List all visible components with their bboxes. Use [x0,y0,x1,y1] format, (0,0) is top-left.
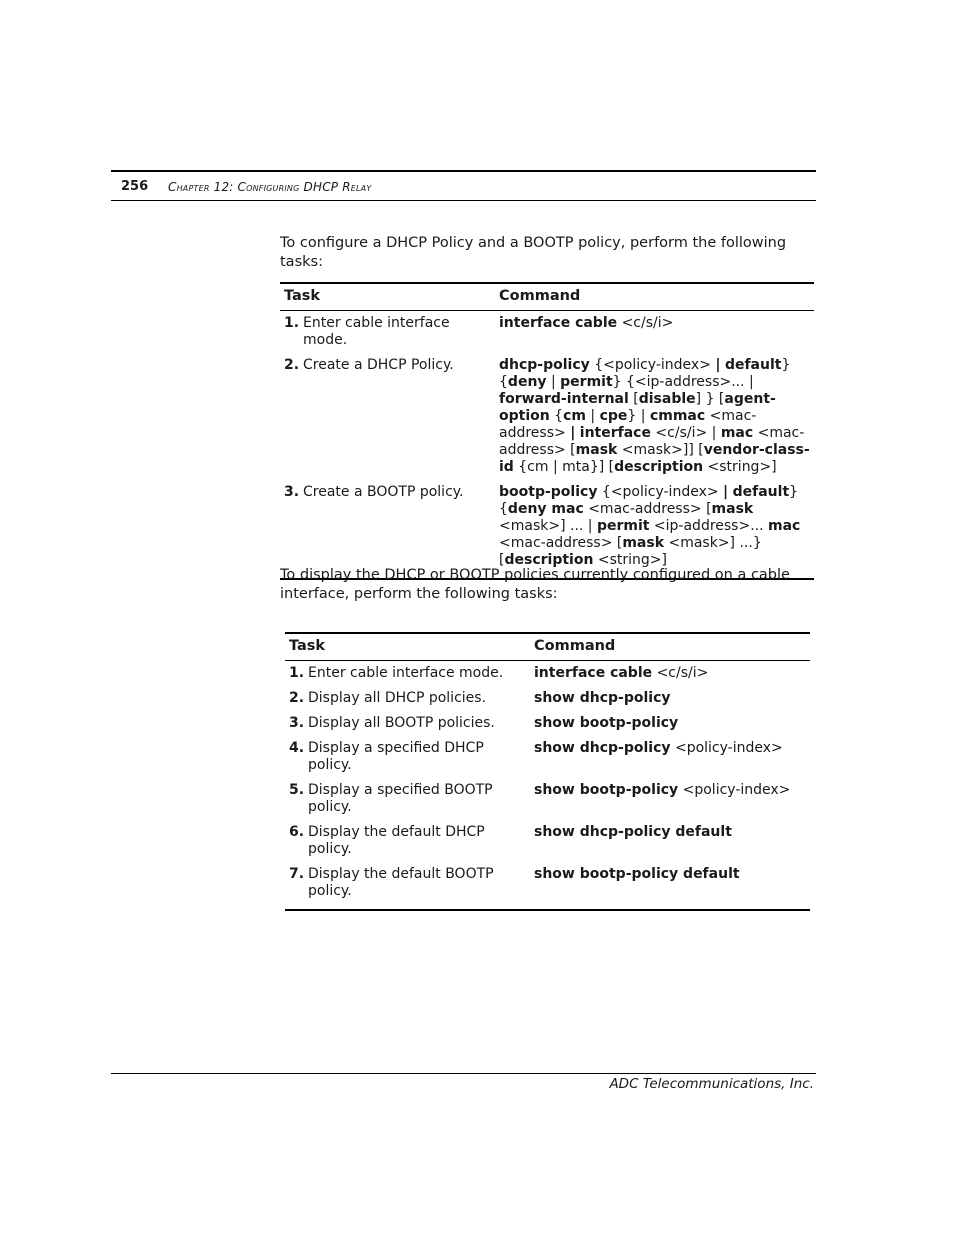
command-keyword: | [715,357,721,373]
task-number: 6. [289,824,305,840]
command-argument: } { [499,357,791,390]
command-keyword: interface cable [534,665,653,681]
configure-policy-table [280,282,814,580]
command-keyword: mask [575,442,618,458]
task-description: Create a BOOTP policy. [303,484,464,500]
command-argument: <c/s/i> | [650,425,721,441]
command-keyword: interface cable [499,315,618,331]
command-keyword: interface [579,425,651,441]
command-cell [530,736,810,778]
command-argument: | [585,408,600,424]
command-argument: } {<ip-address>... | [612,374,754,390]
command-keyword: mac [768,518,801,534]
command-keyword: dhcp-policy [499,357,590,373]
column-header-task: Task [285,633,530,661]
command-keyword: mask [711,501,754,517]
command-keyword: description [614,459,704,475]
command-argument: <ip-address>... [649,518,769,534]
command-argument: } | [627,408,650,424]
command-keyword: vendor-class-id [499,442,810,475]
table-header-row [280,283,814,311]
task-number: 2. [284,357,300,373]
command-argument: <policy-index> [670,740,783,756]
command-keyword: disable [638,391,696,407]
command-keyword: show bootp-policy [534,782,679,798]
intro-paragraph-configure: To configure a DHCP Policy and a BOOTP policy, perform the following tasks: [280,235,787,270]
table-row [285,862,810,910]
display-policy-table [285,632,810,911]
command-keyword: mask [622,535,665,551]
task-number: 3. [284,484,300,500]
task-number: 2. [289,690,305,706]
command-keyword: show bootp-policy default [534,866,740,882]
column-header-command: Command [530,633,810,661]
task-cell [285,736,530,778]
task-number: 7. [289,866,305,882]
command-keyword: show dhcp-policy default [534,824,732,840]
command-argument: <c/s/i> [652,665,709,681]
table-row [280,311,814,354]
command-cell [530,686,810,711]
command-cell [530,711,810,736]
task-cell [285,661,530,687]
command-keyword: forward-internal [499,391,629,407]
command-keyword: mac [720,425,754,441]
page-header [111,170,816,201]
task-description: Display all BOOTP policies. [308,715,495,731]
command-keyword: cpe [599,408,628,424]
command-argument: | [546,374,561,390]
task-description: Create a DHCP Policy. [303,357,454,373]
command-keyword: show dhcp-policy [534,740,671,756]
command-argument: <mask>] ... | [499,518,597,534]
intro-paragraph-display: To display the DHCP or BOOTP policies currently configured on a cable interface, perform the following tasks: [280,567,790,602]
table-row [285,736,810,778]
task-cell [280,480,495,579]
command-keyword: bootp-policy [499,484,598,500]
command-keyword: cm [563,408,586,424]
task-cell [285,862,530,910]
table-row [280,480,814,579]
command-keyword: default [732,484,790,500]
task-description: Display a specified DHCP policy. [308,740,484,773]
task-number: 1. [284,315,300,331]
command-argument: <policy-index> [678,782,791,798]
command-argument: {cm | mta}] [ [513,459,615,475]
command-argument: } { [499,484,799,517]
command-argument: <mac-address> [499,408,757,441]
table-header-row [285,633,810,661]
command-argument: <mask>]] [ [617,442,704,458]
command-argument: <string>] [593,552,667,568]
command-argument: <mac-address> [ [499,425,805,458]
task-cell [285,711,530,736]
command-cell [530,778,810,820]
command-keyword: | [723,484,729,500]
column-header-task: Task [280,283,495,311]
table-row [285,820,810,862]
footer-company: ADC Telecommunications, Inc. [609,1076,814,1092]
command-argument: ] } [ [695,391,725,407]
table-row [280,353,814,480]
task-cell [285,778,530,820]
column-header-command: Command [495,283,814,311]
task-number: 3. [289,715,305,731]
command-cell [495,353,814,480]
task-description: Display the default BOOTP policy. [308,866,494,899]
command-cell [495,311,814,354]
command-cell [495,480,814,579]
table-row [285,686,810,711]
table-row [285,711,810,736]
command-keyword: show bootp-policy [534,715,679,731]
task-number: 1. [289,665,305,681]
command-argument: <c/s/i> [617,315,674,331]
command-keyword: permit [560,374,613,390]
footer-rule [111,1073,816,1074]
command-argument: <mac-address> [ [499,535,623,551]
command-keyword: cmmac [649,408,706,424]
command-cell [530,661,810,687]
task-description: Display all DHCP policies. [308,690,487,706]
command-argument: <mask>] ...} [ [499,535,762,568]
chapter-title: Chapter 12: Configuring DHCP Relay [168,180,372,194]
table-body [285,661,810,911]
task-description: Display the default DHCP policy. [308,824,485,857]
command-keyword: description [504,552,594,568]
task-cell [280,353,495,480]
table-row [285,778,810,820]
task-description: Enter cable interface mode. [303,315,450,348]
command-keyword: | [570,425,576,441]
table-row [285,661,810,687]
command-argument: <string>] [703,459,777,475]
command-keyword: agent-option [499,391,776,424]
command-keyword: permit [596,518,650,534]
task-description: Enter cable interface mode. [308,665,504,681]
task-description: Display a specified BOOTP policy. [308,782,493,815]
table-body [280,311,814,580]
command-argument: { [549,408,564,424]
command-argument: {<policy-index> [589,357,716,373]
task-number: 5. [289,782,305,798]
command-keyword: deny mac [507,501,584,517]
command-argument: {<policy-index> [597,484,724,500]
task-cell [285,686,530,711]
command-keyword: show dhcp-policy [534,690,671,706]
page-number: 256 [121,179,149,194]
command-keyword: default [724,357,782,373]
command-cell [530,862,810,910]
command-cell [530,820,810,862]
task-cell [285,820,530,862]
command-keyword: deny [507,374,547,390]
command-argument: [ [628,391,639,407]
command-argument: <mac-address> [ [583,501,712,517]
task-number: 4. [289,740,305,756]
task-cell [280,311,495,354]
